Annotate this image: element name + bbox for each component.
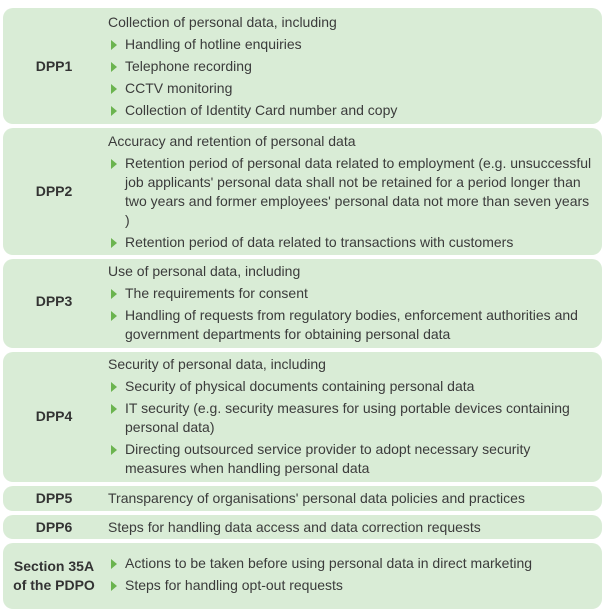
list-item: Security of physical documents containing personal data bbox=[108, 377, 594, 396]
list-item: Retention period of personal data related to employment (e.g. unsuccessful job applicants' personal data shall not be retained for a period longer than two years and former employees' personal data not more than seven years ) bbox=[108, 154, 594, 230]
list-item: CCTV monitoring bbox=[108, 79, 594, 98]
list-item: IT security (e.g. security measures for using portable devices containing personal data) bbox=[108, 399, 594, 437]
bullet-list bbox=[108, 377, 594, 478]
bullet-list bbox=[108, 284, 594, 344]
list-item: Telephone recording bbox=[108, 57, 594, 76]
row-content bbox=[108, 8, 594, 124]
triangle-bullet-icon bbox=[111, 238, 117, 248]
row-heading: Transparency of organisations' personal data policies and practices bbox=[108, 490, 525, 506]
table-row-dpp6 bbox=[3, 515, 602, 539]
table-row-dpp1 bbox=[3, 8, 602, 124]
row-content bbox=[108, 352, 594, 482]
row-content bbox=[108, 486, 594, 511]
triangle-bullet-icon bbox=[111, 311, 117, 321]
table-row-section-35a bbox=[3, 543, 602, 609]
row-label: DPP6 bbox=[35, 518, 73, 535]
row-label: DPP3 bbox=[35, 293, 73, 309]
row-label: Section 35A of the PDPO bbox=[13, 558, 95, 593]
list-item: Actions to be taken before using personal data in direct marketing bbox=[108, 554, 594, 573]
list-item: Handling of hotline enquiries bbox=[108, 35, 594, 54]
row-label: DPP2 bbox=[35, 183, 73, 199]
triangle-bullet-icon bbox=[111, 382, 117, 392]
row-heading: Security of personal data, including bbox=[108, 356, 326, 372]
triangle-bullet-icon bbox=[111, 159, 117, 169]
triangle-bullet-icon bbox=[111, 404, 117, 414]
row-heading: Accuracy and retention of personal data bbox=[108, 133, 356, 149]
table-row-dpp3 bbox=[3, 259, 602, 348]
table-row-dpp5 bbox=[3, 486, 602, 511]
triangle-bullet-icon bbox=[111, 445, 117, 455]
row-content bbox=[108, 515, 594, 539]
list-item: Collection of Identity Card number and copy bbox=[108, 101, 594, 120]
row-heading: Use of personal data, including bbox=[108, 263, 301, 279]
triangle-bullet-icon bbox=[111, 559, 117, 569]
list-item: Retention period of data related to transactions with customers bbox=[108, 233, 594, 252]
row-content bbox=[108, 128, 594, 255]
row-label: DPP1 bbox=[35, 57, 73, 74]
triangle-bullet-icon bbox=[111, 84, 117, 94]
list-item: Handling of requests from regulatory bodies, enforcement authorities and government departments for obtaining personal data bbox=[108, 306, 594, 344]
table-row-dpp2 bbox=[3, 128, 602, 255]
list-item: Directing outsourced service provider to adopt necessary security measures when handling personal data bbox=[108, 440, 594, 478]
triangle-bullet-icon bbox=[111, 289, 117, 299]
table-row-dpp4 bbox=[3, 352, 602, 482]
row-content bbox=[108, 543, 594, 609]
triangle-bullet-icon bbox=[111, 40, 117, 50]
row-label: DPP5 bbox=[35, 490, 73, 506]
bullet-list bbox=[108, 554, 594, 595]
row-heading: Collection of personal data, including bbox=[108, 14, 337, 30]
list-item: Steps for handling opt-out requests bbox=[108, 576, 594, 595]
triangle-bullet-icon bbox=[111, 106, 117, 116]
row-content bbox=[108, 259, 594, 348]
triangle-bullet-icon bbox=[111, 581, 117, 591]
list-item: The requirements for consent bbox=[108, 284, 594, 303]
bullet-list bbox=[108, 154, 594, 252]
bullet-list bbox=[108, 35, 594, 120]
row-label: DPP4 bbox=[35, 408, 73, 424]
triangle-bullet-icon bbox=[111, 62, 117, 72]
row-heading: Steps for handling data access and data correction requests bbox=[108, 518, 481, 535]
